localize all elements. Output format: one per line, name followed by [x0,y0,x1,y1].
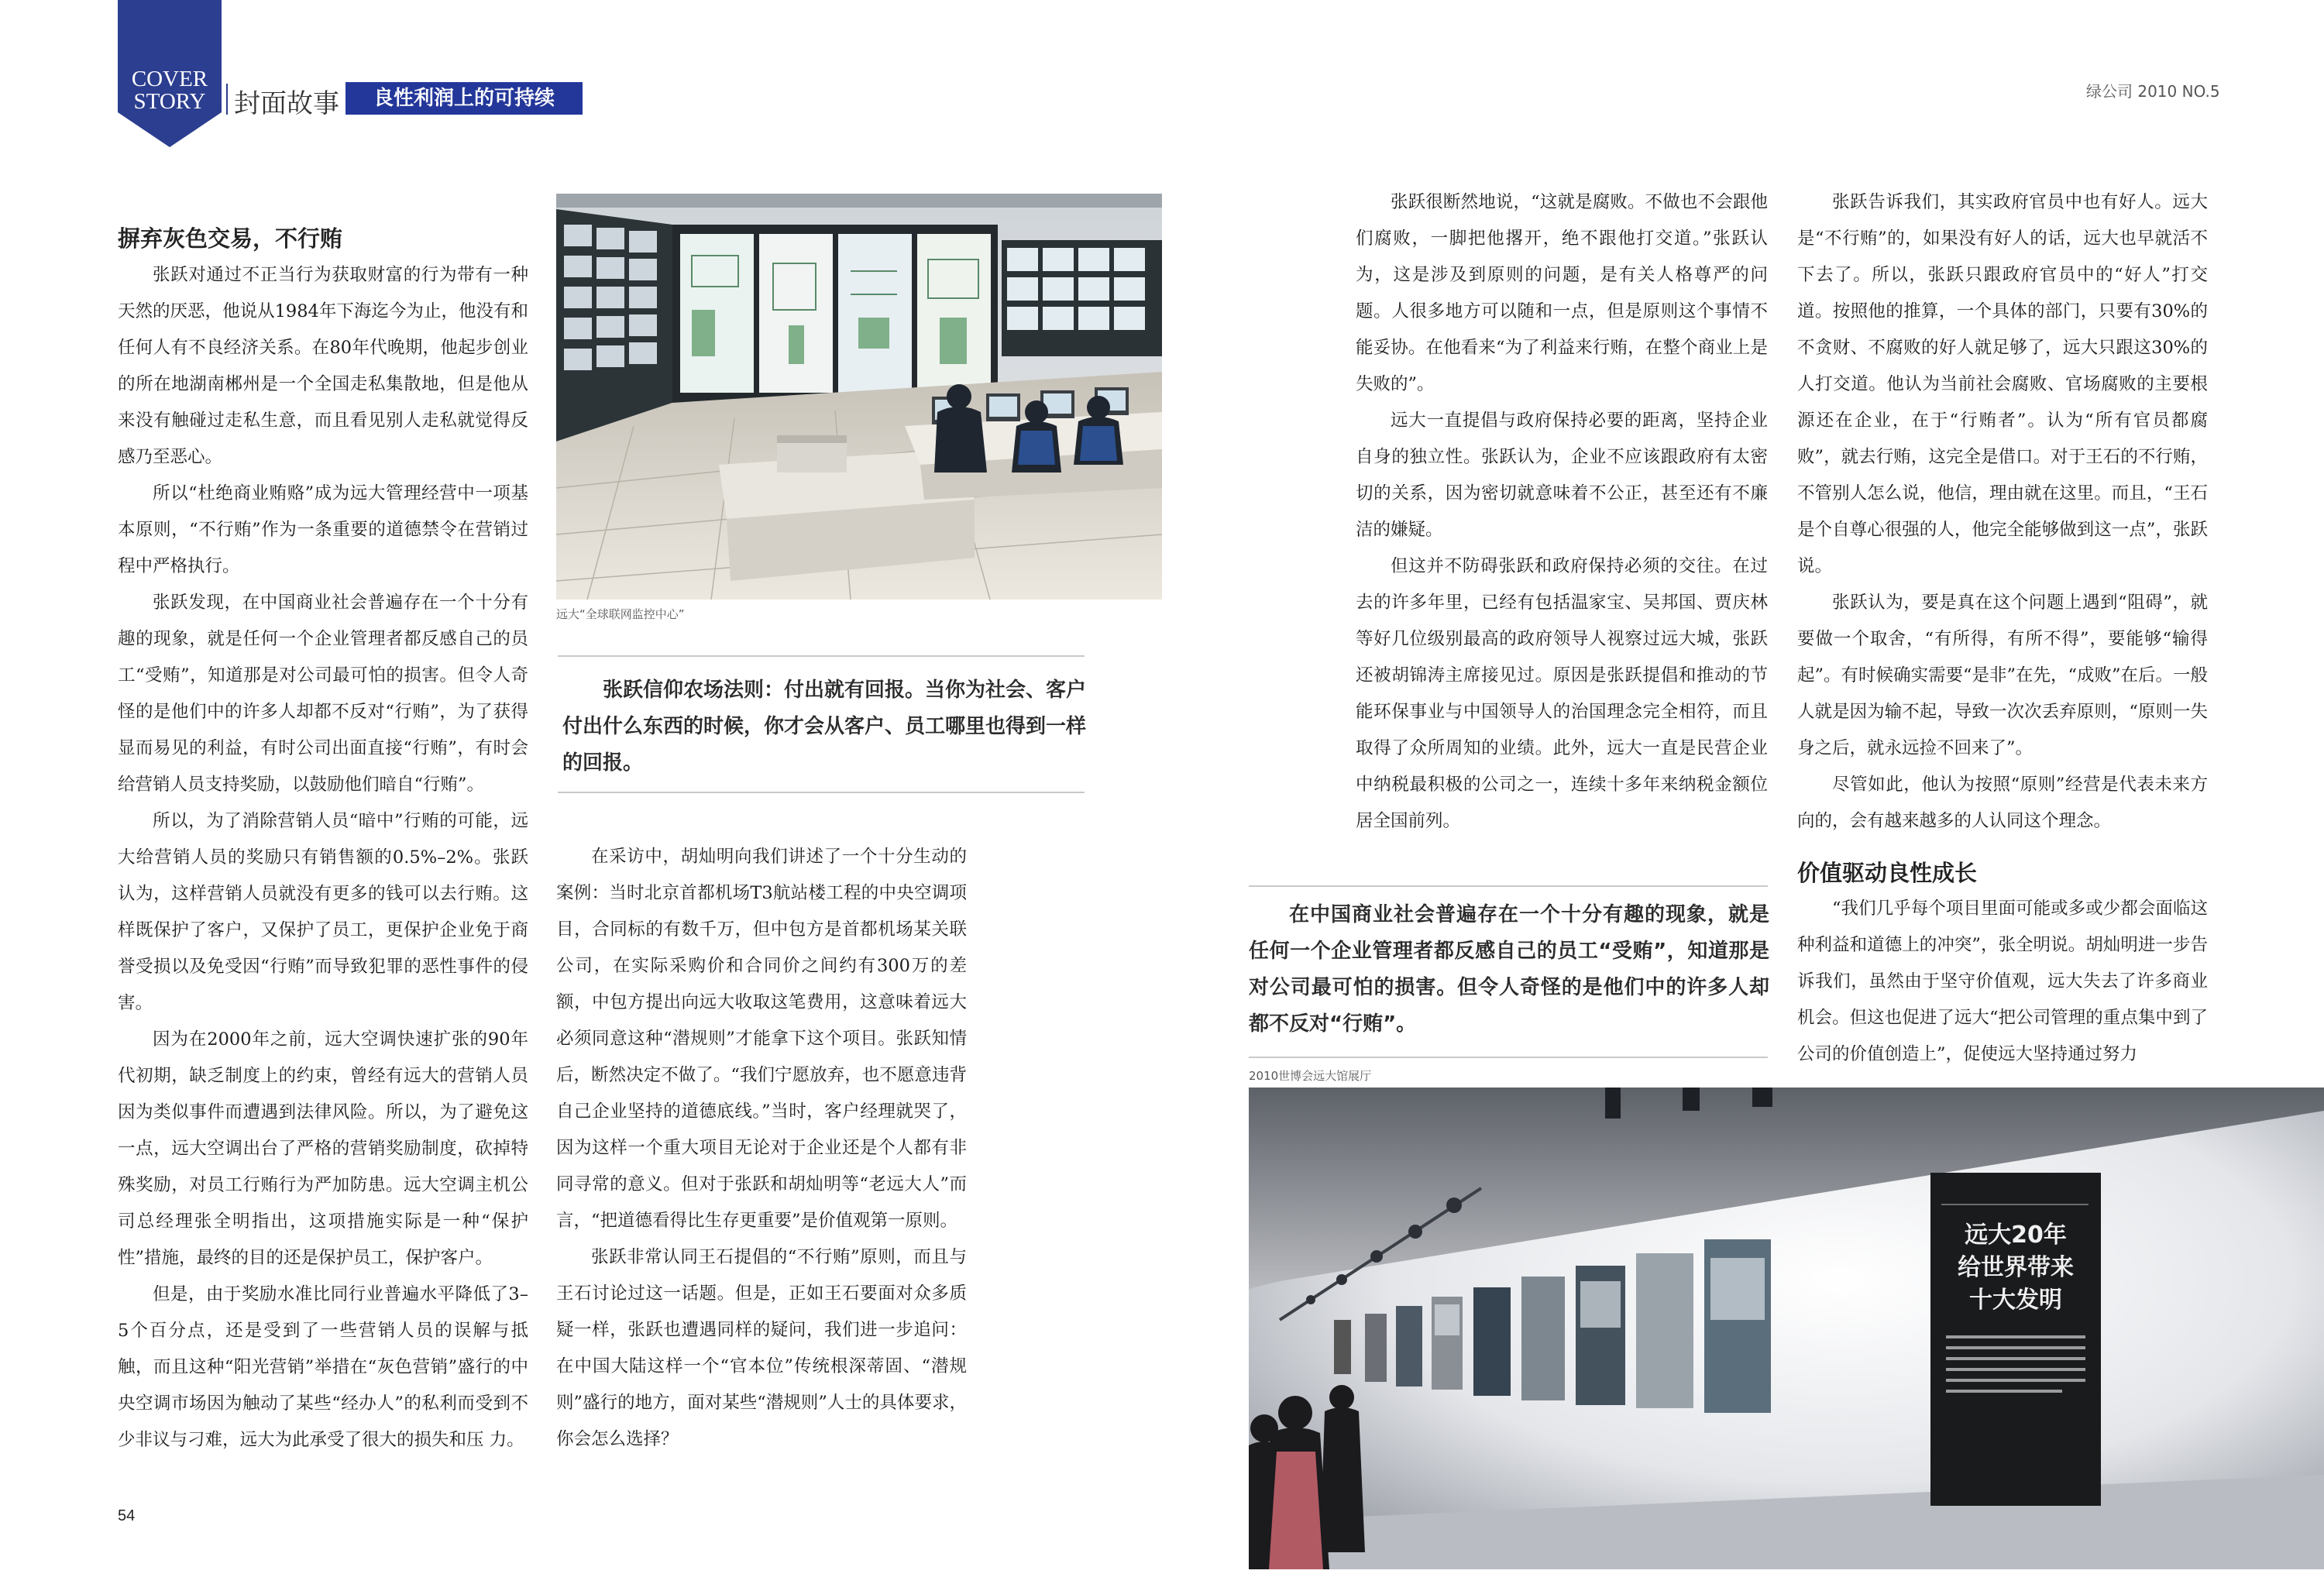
paragraph: 所以“杜绝商业贿赂”成为远大管理经营中一项基本原则，“不行贿”作为一条重要的道德禁令在营销过程中严格执行。 [118,483,528,576]
paragraph: “我们几乎每个项目里面可能或多或少都会面临这种利益和道德上的冲突”，张全明说。胡灿明进一步告诉我们，虽然由于坚守价值观，远大失去了许多商业机会。但这也促进了远大“把公司管理的重点集中到了公司的价值创造上”，促使远大坚持通过努力 [1797,899,2208,1064]
expo-hall-photo [1249,1088,2324,1569]
column-1-body [118,257,528,1459]
paragraph: 远大一直提倡与政府保持必要的距离，坚持企业自身的独立性。张跃认为，企业不应该跟政府有太密切的关系，因为密切就意味着不公正，甚至还有不廉洁的嫌疑。 [1356,411,1768,540]
section-heading: 摒弃灰色交易，不行贿 [118,225,343,252]
issue-label: 绿公司 2010 NO.5 [2086,82,2220,101]
pull-quote-1-top-rule [558,655,1085,657]
paragraph: 张跃发现，在中国商业社会普遍存在一个十分有趣的现象，就是任何一个企业管理者都反感自己的员工“受贿”，知道那是对公司最可怕的损害。但令人奇怪的是他们中的许多人却都不反对“行贿”，为了获得显而易见的利益，有时公司出面直接“行贿”，有时会给营销人员支持奖励，以鼓励他们暗自“行贿”。 [118,593,528,795]
paragraph: 在采访中，胡灿明向我们讲述了一个十分生动的案例：当时北京首都机场T3航站楼工程的中央空调项目，合同标的有数千万，但中包方是首都机场某关联公司，在实际采购价和合同价之间约有300万的差额，中包方提出向远大收取这笔费用，这意味着远大必须同意这种“潜规则”才能拿下这个项目。张跃知情后，断然决定不做了。“我们宁愿放弃，也不愿意违背自己企业坚持的道德底线。”当时，客户经理就哭了，因为这样一个重大项目无论对于企业还是个人都有非同寻常的意义。但对于张跃和胡灿明等“老远大人”而言，“把道德看得比生存更重要”是价值观第一原则。 [556,847,967,1231]
paragraph: 但是，由于奖励水准比同行业普遍水平降低了3–5个百分点，还是受到了一些营销人员的误解与抵触，而且这种“阳光营销”举措在“灰色营销”盛行的中央空调市场因为触动了某些“经办人”的私利而受到不少非议与刁难，远大为此承受了很大的损失和压 力。 [118,1284,528,1450]
section-heading-2: 价值驱动良性成长 [1797,860,1978,886]
column-4-body-2 [1797,891,2208,1073]
column-3 [1356,184,1768,840]
paragraph: 张跃认为，要是真在这个问题上遇到“阻碍”，就要做一个取舍，“有所得，有所不得”，要能够“输得起”。有时候确实需要“是非”在先，“成败”在后。一般人就是因为输不起，导致一次次丢弃原则，“原则一失身之后，就永远捡不回来了”。 [1797,593,2209,758]
board-line-1: 远大20年 [1965,1222,2067,1249]
monitoring-center-photo [556,194,1162,600]
paragraph: 张跃对通过不正当行为获取财富的行为带有一种天然的厌恶，他说从1984年下海迄今为止，他没有和任何人有不良经济关系。在80年代晚期，他起步创业的所在地湖南郴州是一个全国走私集散地，但是他从来没有触碰过走私生意，而且看见别人走私就觉得反感乃至恶心。 [118,265,528,467]
pull-quote-2-top-rule [1249,885,1768,887]
pull-quote-2-text: 在中国商业社会普遍存在一个十分有趣的现象，就是任何一个企业管理者都反感自己的员工“受贿”，知道那是对公司最可怕的损害。但令人奇怪的是他们中的许多人却都不反对“行贿”。 [1249,903,1769,1036]
cover-line-1: COVER [131,67,208,91]
header-separator [226,84,228,115]
paragraph: 尽管如此，他认为按照“原则”经营是代表未来方向的，会有越来越多的人认同这个理念。 [1797,775,2208,831]
column-4-body [1797,184,2208,840]
paragraph: 张跃非常认同王石提倡的“不行贿”原则，而且与王石讨论过这一话题。但是，正如王石要面对众多质疑一样，张跃也遭遇同样的疑问，我们进一步追问：在中国大陆这样一个“官本位”传统根深蒂固、“潜规则”盛行的地方，面对某些“潜规则”人士的具体要求，你会怎么选择？ [556,1247,967,1449]
photo-1-caption: 远大“全球联网监控中心” [556,607,685,621]
column-1 [118,220,528,1459]
page-number: 54 [118,1507,136,1524]
pull-quote-2-bottom-rule [1249,1057,1768,1058]
board-line-2: 给世界带来 [1958,1254,2074,1281]
pull-quote-2 [1249,897,1769,1043]
pull-quote-1 [562,672,1086,782]
section-name: 封面故事 [234,88,339,119]
pull-quote-1-text: 张跃信仰农场法则：付出就有回报。当你为社会、客户付出什么东西的时候，你才会从客户、员工哪里也得到一样的回报。 [562,679,1087,775]
pull-quote-1-bottom-rule [558,792,1085,793]
column-4 [1797,184,2208,1073]
photo-2-caption: 2010世博会远大馆展厅 [1249,1069,1372,1083]
paragraph: 张跃告诉我们，其实政府官员中也有好人。远大是“不行贿”的，如果没有好人的话，远大也早就活不下去了。所以，张跃只跟政府官员中的“好人”打交道。按照他的推算，一个具体的部门，只要有30%的不贪财、不腐败的好人就足够了，远大只跟这30%的人打交道。他认为当前社会腐败、官场腐败的主要根源还在企业，在于“行贿者”。认为“所有官员都腐败”，就去行贿，这完全是借口。对于王石的不行贿，不管别人怎么说，他信，理由就在这里。而且，“王石是个自尊心很强的人，他完全能够做到这一点”，张跃说。 [1797,192,2208,576]
topic-bar: 良性利润上的可持续 [346,82,583,115]
paragraph: 张跃很断然地说，“这就是腐败。不做也不会跟他们腐败，一脚把他撂开，绝不跟他打交道。”张跃认为，这是涉及到原则的问题，是有关人格尊严的问题。人很多地方可以随和一点，但是原则这个事情不能妥协。在他看来“为了利益来行贿，在整个商业上是失败的”。 [1356,192,1768,394]
paragraph: 但这并不防碍张跃和政府保持必须的交往。在过去的许多年里，已经有包括温家宝、吴邦国、贾庆林等好几位级别最高的政府领导人视察过远大城，张跃还被胡锦涛主席接见过。原因是张跃提倡和推动的节能环保事业与中国领导人的治国理念完全相符，而且取得了众所周知的业绩。此外，远大一直是民营企业中纳税最积极的公司之一，连续十多年来纳税金额位居全国前列。 [1356,556,1768,831]
paragraph: 因为在2000年之前，远大空调快速扩张的90年代初期，缺乏制度上的约束，曾经有远大的营销人员因为类似事件而遭遇到法律风险。所以，为了避免这一点，远大空调出台了严格的营销奖励制度，砍掉特殊奖励，对员工行贿行为严加防患。远大空调主机公司总经理张全明指出，这项措施实际是一种“保护性”措施，最终的目的还是保护员工，保护客户。 [118,1029,528,1268]
cover-story-label [118,68,222,113]
cover-line-2: STORY [133,89,206,114]
board-line-3: 十大发明 [1969,1287,2062,1314]
paragraph: 所以，为了消除营销人员“暗中”行贿的可能，远大给营销人员的奖励只有销售额的0.5%–2%。张跃认为，这样营销人员就没有更多的钱可以去行贿。这样既保护了客户，又保护了员工，更保护企业免于商誉受损以及免受因“行贿”而导致犯罪的恶性事件的侵害。 [118,811,528,1013]
column-2 [556,839,967,1458]
